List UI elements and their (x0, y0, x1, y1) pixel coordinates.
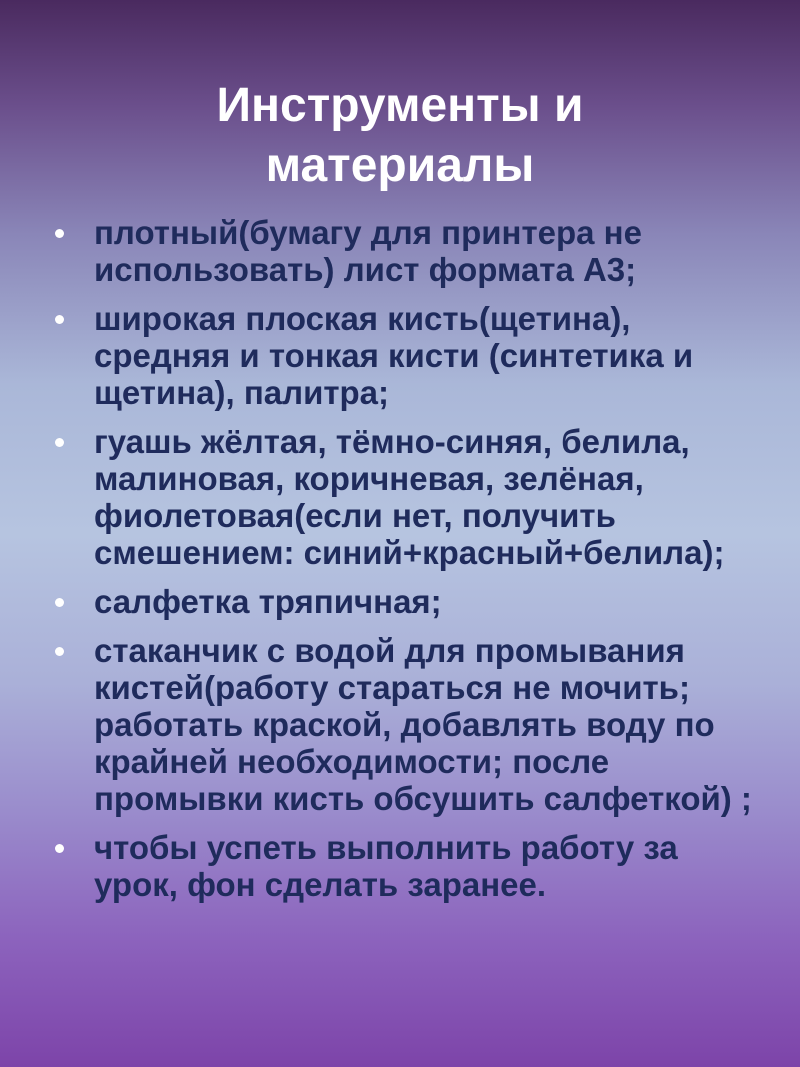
bullet-marker-icon (55, 844, 64, 853)
bullet-item (52, 829, 752, 903)
bullet-marker-icon (55, 315, 64, 324)
bullet-text: салфетка тряпичная; (94, 583, 442, 620)
bullet-text: широкая плоская кисть(щетина), средняя и тонкая кисти (синтетика и щетина), палитра; (94, 300, 694, 411)
bullet-text: гуашь жёлтая, тёмно-синяя, белила, малиновая, коричневая, зелёная, фиолетовая(если нет, получить смешением: синий+красный+белила); (94, 423, 725, 571)
bullet-item (52, 423, 752, 571)
slide-title-line-2: материалы (265, 139, 535, 192)
bullet-marker-icon (55, 438, 64, 447)
bullet-text: чтобы успеть выполнить работу за урок, фон сделать заранее. (94, 829, 678, 903)
slide-title-line-1: Инструменты и (216, 79, 584, 132)
bullet-item (52, 300, 752, 411)
bullet-marker-icon (55, 598, 64, 607)
bullet-item (52, 583, 752, 620)
bullet-marker-icon (55, 647, 64, 656)
bullet-marker-icon (55, 229, 64, 238)
bullet-text: стаканчик с водой для промывания кистей(работу стараться не мочить; работать краской, добавлять воду по крайней необходимости; после промывки кисть обсушить салфеткой) ; (94, 632, 752, 817)
bullet-item (52, 214, 752, 288)
bullet-item (52, 632, 752, 817)
bullet-text: плотный(бумагу для принтера не использовать) лист формата А3; (94, 214, 642, 288)
slide-title (0, 76, 800, 196)
bullet-list (52, 214, 752, 915)
